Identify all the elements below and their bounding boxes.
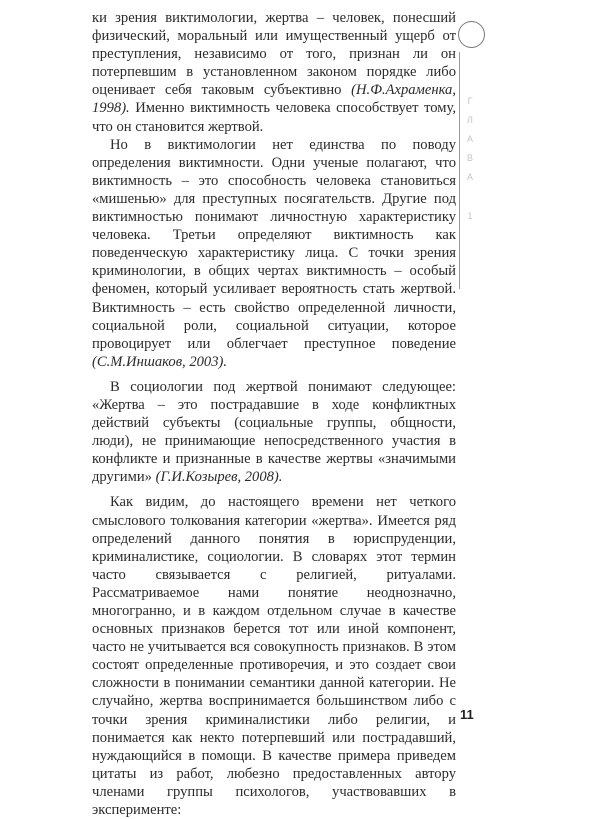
citation: (Г.И.Козырев, 2008). bbox=[155, 469, 283, 486]
chapter-letter: А bbox=[466, 172, 473, 182]
citation: (С.М.Иншаков, 2003). bbox=[92, 353, 228, 370]
body-text bbox=[92, 9, 456, 819]
page-number: 11 bbox=[460, 707, 474, 722]
chapter-letter: Г bbox=[467, 96, 473, 106]
paragraph-3: В социологии под жертвой понимают следующее: «Жертва – это пострадавшие в ходе конфликтных действий субъекты (социальные группы, общности, люди), не принимающие непосредственного участия в конфликте и признанные в качестве жертвы «значимыми другими» (Г.И.Козырев, 2008). bbox=[92, 378, 456, 486]
paragraph-4: Как видим, до настоящего времени нет четкого смыслового толкования категории «жертва». Имеется ряд определений данного понятия в юриспруденции, криминалистике, социологии. В словарях этот термин часто связывается с религией, ритуалами. Рассматриваемое нами понятие неоднозначно, многогранно, и в каждом отдельном случае в качестве основных признаков берется тот или иной компонент, часто не учитывается вся совокупность признаков. В этом состоят определенные противоречия, и это создает свои сложности в понимании семантики данной категории. Не случайно, жертва воспринимается большинством либо с точки зрения криминалистики либо религии, и понимается как некто потерпевший или пострадавший, нуждающийся в помощи. В качестве примера приведем цитаты из работ, любезно предоставленных автору членами группы психологов, участвовавших в эксперименте: bbox=[92, 494, 456, 819]
paragraph-2: Но в виктимологии нет единства по поводу определения виктимности. Одни ученые полагают, что виктимность – это способность человека становиться «мишенью» для преступных посягательств. Другие под виктимностью понимают личностную характеристику человека. Третьи определяют виктимность как поведенческую характеристику лица. С точки зрения криминологии, в общих чертах виктимность – особый феномен, который усиливает вероятность стать жертвой. Виктимность – есть свойство определенной личности, социальной роли, социальной ситуации, которое провоцирует или облегчает преступное поведение (С.М.Иншаков, 2003). bbox=[92, 136, 456, 370]
chapter-divider-line bbox=[459, 52, 460, 289]
citation: (Н.Ф.Ахраменка, 1998). bbox=[92, 82, 456, 117]
chapter-letter: А bbox=[466, 134, 473, 144]
chapter-marker-circle bbox=[458, 21, 485, 48]
chapter-number: 1 bbox=[467, 211, 473, 221]
chapter-tab bbox=[463, 96, 477, 230]
paragraph-1: ки зрения виктимологии, жертва – человек, понесший физический, моральный или имущественный ущерб от преступления, независимо от того, признан ли он потерпевшим в установленном законом порядке либо оценивает себя таковым субъективно (Н.Ф.Ахраменка, 1998). Именно виктимность человека способствует тому, что он становится жертвой. bbox=[92, 10, 456, 135]
chapter-letter: В bbox=[466, 153, 473, 163]
chapter-letter: Л bbox=[467, 115, 473, 125]
